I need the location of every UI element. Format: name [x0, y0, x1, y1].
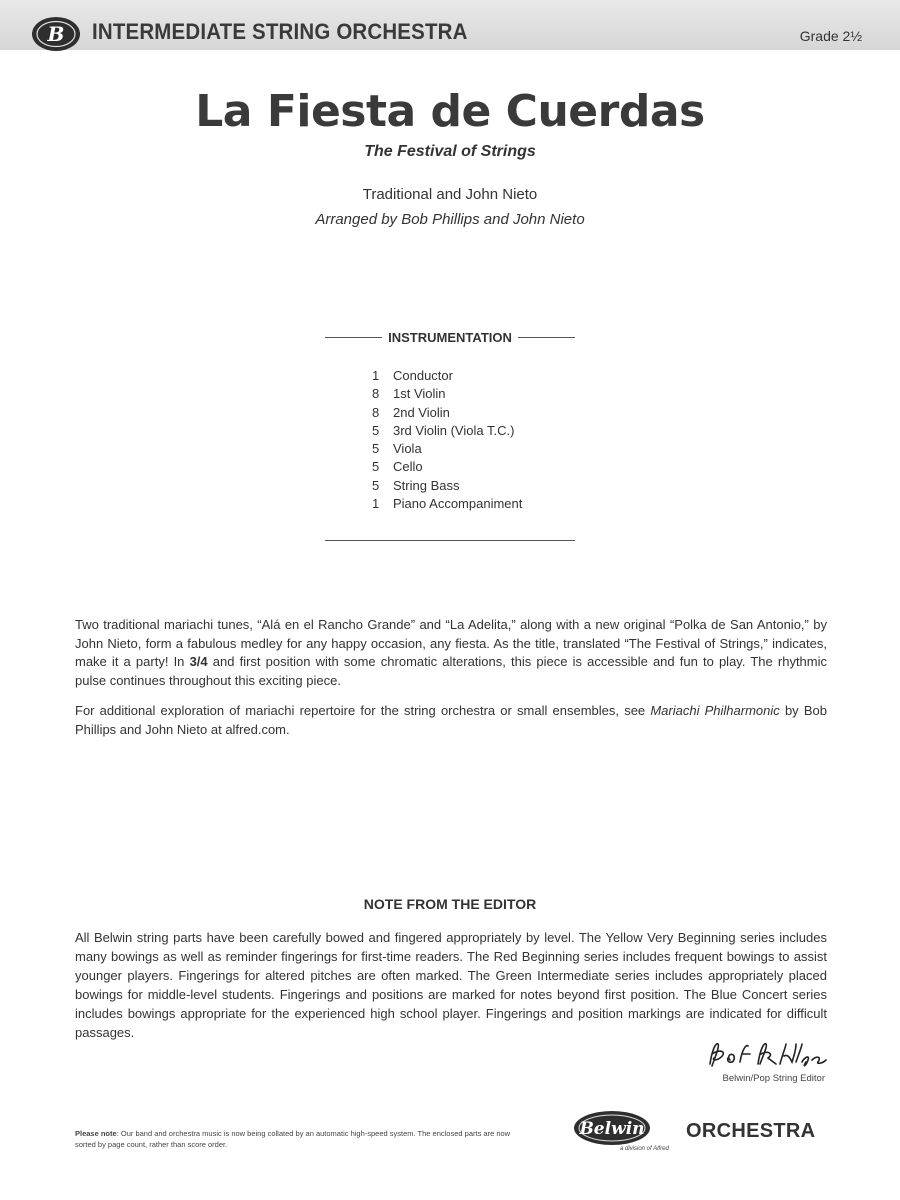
- repertoire-paragraph: [75, 702, 827, 739]
- list-item: [372, 478, 522, 496]
- instrumentation-heading: [325, 330, 575, 345]
- editor-signature: [706, 1036, 831, 1072]
- part-name: 3rd Violin (Viola T.C.): [393, 422, 515, 438]
- grade-level: Grade 2½: [799, 28, 862, 44]
- brand-subtitle: a division of Alfred: [620, 1146, 669, 1152]
- time-signature: 3/4: [189, 654, 208, 669]
- list-item: [372, 496, 522, 514]
- part-quantity: 1: [372, 368, 380, 383]
- instrumentation-heading-label: INSTRUMENTATION: [388, 330, 512, 345]
- list-item: [372, 459, 522, 477]
- part-quantity: 1: [372, 496, 380, 512]
- piece-subtitle: The Festival of Strings: [364, 143, 536, 160]
- series-title: INTERMEDIATE STRING ORCHESTRA: [92, 19, 468, 44]
- part-name: Conductor: [393, 368, 453, 383]
- list-item: [372, 368, 522, 386]
- arranger-credit: Arranged by Bob Phillips and John Nieto: [315, 211, 585, 228]
- instrumentation-bottom-rule: [325, 540, 575, 541]
- part-quantity: 8: [372, 386, 380, 402]
- svg-text:B: B: [47, 22, 65, 46]
- heading-rule-left: [325, 337, 382, 338]
- list-item: [372, 386, 522, 404]
- repertoire-text-a: For additional exploration of mariachi repertoire for the string orchestra or small ensembles, see: [75, 703, 651, 718]
- list-item: [372, 405, 522, 423]
- description-text-b: and first position with some chromatic alterations, this piece is accessible and fun to play. The rhythmic pulse continues throughout this exciting piece.: [75, 654, 828, 688]
- list-item: [372, 423, 522, 441]
- part-quantity: 5: [372, 459, 380, 475]
- part-quantity: 8: [372, 404, 380, 420]
- description-paragraph: [75, 616, 827, 690]
- repertoire-book-title: Mariachi Philharmonic: [650, 703, 780, 718]
- part-name: 1st Violin: [393, 386, 446, 402]
- belwin-b-icon: [30, 14, 82, 54]
- footnote-text: : Our band and orchestra music is now being collated by an automatic high-speed system. The enclosed parts are now sorted by page count, rather than score order.: [75, 1129, 511, 1149]
- list-item: [372, 441, 522, 459]
- part-name: String Bass: [393, 477, 460, 493]
- description-text-a: Two traditional mariachi tunes, “Alá en el Rancho Grande” and “La Adelita,” along with a new original “Polka de San Antonio,” by John Nieto, form a fabulous medley for any happy occasion, any fiesta. As the title, translated “The Festival of Strings,” indicates, make it a party! In: [75, 617, 827, 669]
- signature-caption: Belwin/Pop String Editor: [722, 1073, 825, 1084]
- editor-note-heading: NOTE FROM THE EDITOR: [363, 896, 537, 912]
- heading-rule-right: [518, 337, 575, 338]
- repertoire-text-b: by Bob Phillips and John Nieto at alfred.com.: [75, 703, 827, 737]
- part-quantity: 5: [372, 477, 380, 493]
- part-name: 2nd Violin: [393, 404, 450, 420]
- brand-script: Belwin: [579, 1119, 645, 1139]
- instrumentation-list: [372, 368, 522, 514]
- footnote-label: Please note: [75, 1129, 117, 1138]
- part-quantity: 5: [372, 441, 380, 457]
- part-name: Viola: [393, 441, 422, 457]
- piece-title: La Fiesta de Cuerdas: [195, 86, 705, 137]
- editor-note-text: All Belwin string parts have been carefully bowed and fingered appropriately by level. The Yellow Very Beginning series includes many bowings as well as reminder fingerings for first-time readers. The Red Beginning series includes frequent bowings to assist younger players. Fingerings for altered pitches are often marked. The Green Intermediate series includes appropriately placed bowings for middle-level students. Fingerings and positions are marked for notes beyond first position. The Blue Concert series includes bowings appropriate for the experienced high school player. Fingerings and position markings are indicated for difficult passages.: [75, 930, 827, 1040]
- collation-footnote: [75, 1128, 515, 1150]
- brand-word: ORCHESTRA: [686, 1120, 816, 1142]
- part-name: Piano Accompaniment: [393, 496, 523, 512]
- composer-credit: Traditional and John Nieto: [362, 186, 538, 203]
- part-quantity: 5: [372, 422, 380, 438]
- part-name: Cello: [393, 459, 423, 475]
